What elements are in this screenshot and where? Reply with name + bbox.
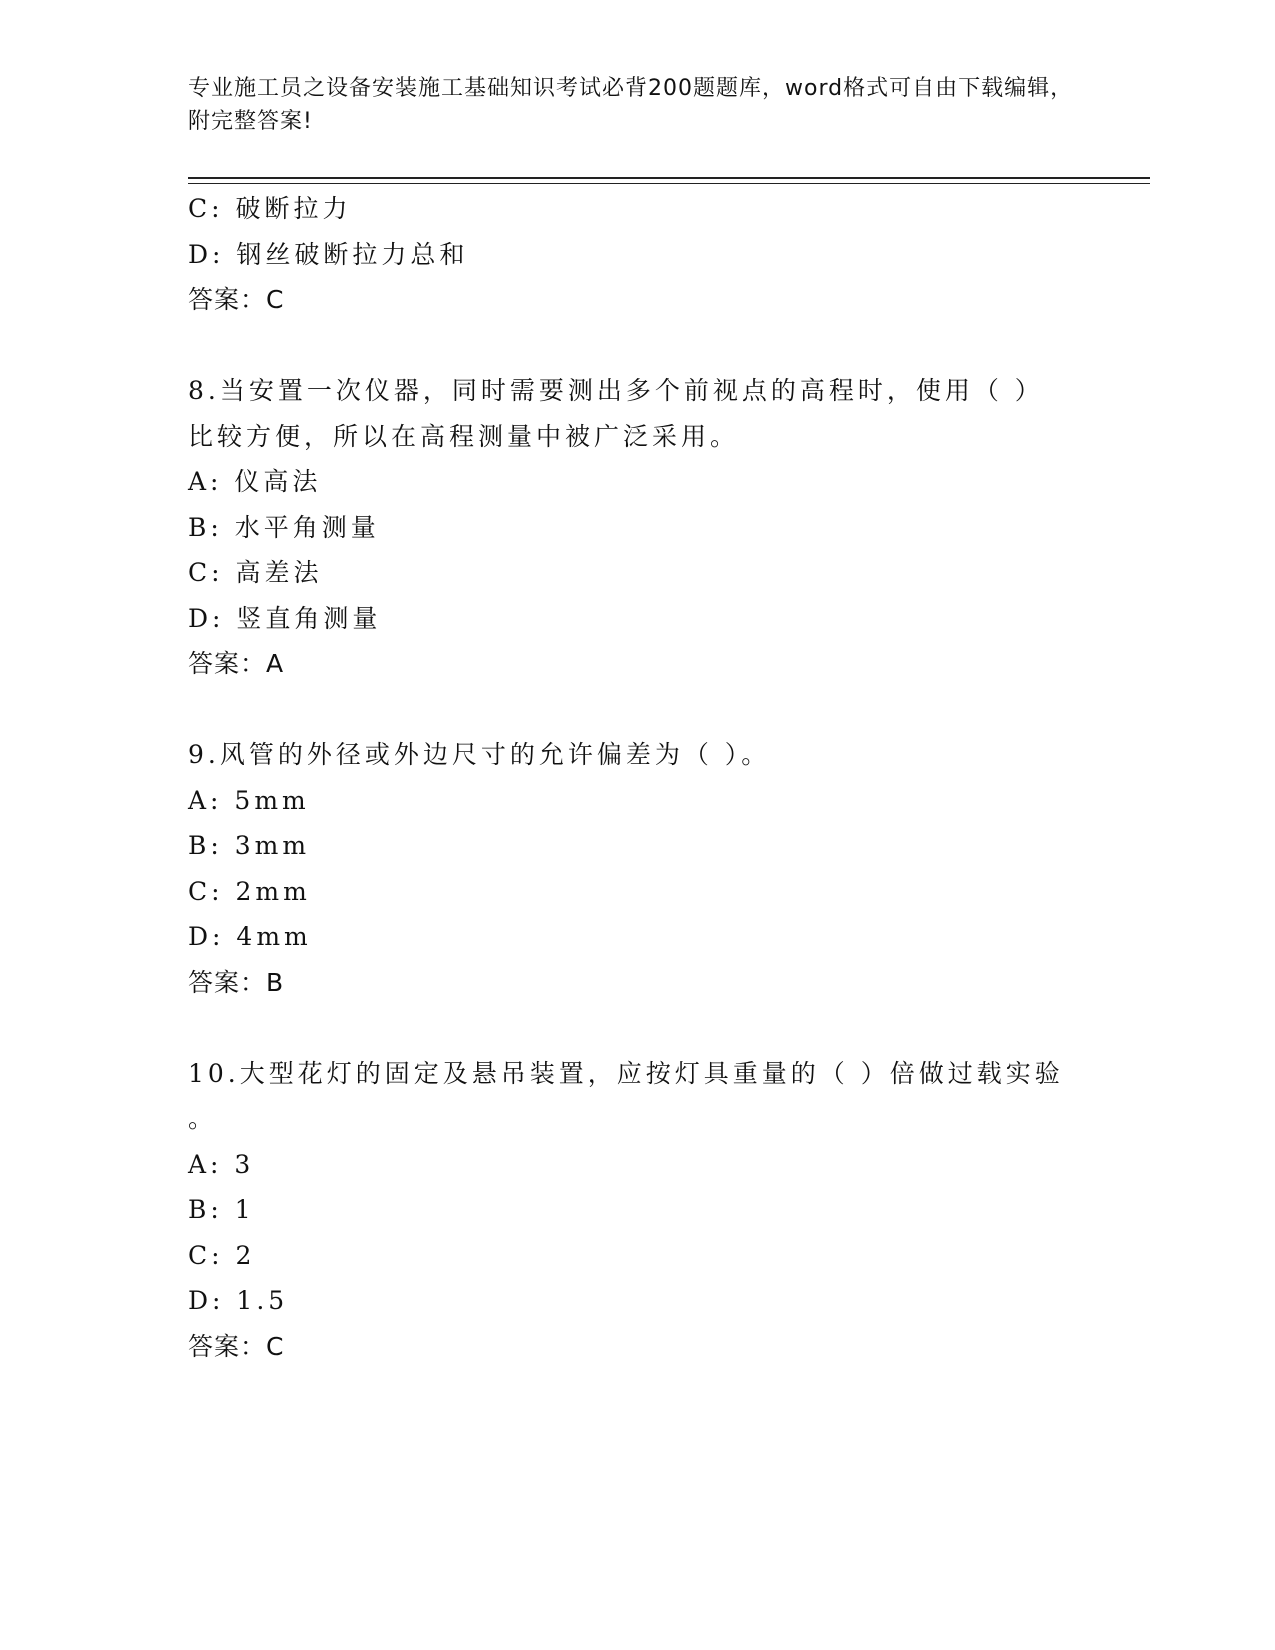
option-b: B: 水平角测量 [188, 512, 380, 542]
option-d: D: 竖直角测量 [188, 603, 382, 633]
answer: 答案：C [188, 1331, 285, 1361]
question-text: 8.当安置一次仪器，同时需要测出多个前视点的高程时，使用（ ）比较方便，所以在高程测量中被广泛采用。 [188, 376, 1044, 451]
document-header [188, 72, 1078, 138]
question-text-continued: 。 [188, 1104, 218, 1133]
question-text: 10.大型花灯的固定及悬吊装置，应按灯具重量的（ ）倍做过载实验 [188, 1058, 1064, 1088]
question-text: 9.风管的外径或外边尺寸的允许偏差为（ ）。 [188, 740, 771, 769]
question-7 [188, 186, 1088, 323]
spacer [188, 1005, 1088, 1051]
header-title: 专业施工员之设备安装施工基础知识考试必背200题题库，word格式可自由下载编辑，附完整答案! [188, 76, 1074, 134]
option-b: B: 1 [188, 1195, 255, 1224]
answer: 答案：C [188, 285, 285, 314]
option-a: A: 仪高法 [188, 467, 322, 496]
option-c: C: 高差法 [188, 558, 323, 587]
option-a: A: 3 [188, 1149, 255, 1179]
option-c: C: 破断拉力 [188, 194, 352, 223]
question-list [188, 186, 1088, 1369]
option-a: A: 5mm [188, 785, 310, 815]
question-10 [188, 1051, 1088, 1370]
spacer [188, 687, 1088, 733]
option-d: D: 1.5 [188, 1286, 289, 1315]
question-9 [188, 732, 1088, 1005]
option-d: D: 4mm [188, 922, 312, 951]
header-rule-thick [188, 177, 1150, 179]
option-c: C: 2 [188, 1240, 256, 1270]
answer: 答案：A [188, 649, 285, 678]
option-d: D: 钢丝破断拉力总和 [188, 239, 469, 269]
header-rule-thin [188, 183, 1150, 184]
answer: 答案：B [188, 967, 285, 997]
question-8 [188, 368, 1088, 687]
option-b: B: 3mm [188, 831, 311, 860]
spacer [188, 323, 1088, 369]
option-c: C: 2mm [188, 876, 311, 906]
